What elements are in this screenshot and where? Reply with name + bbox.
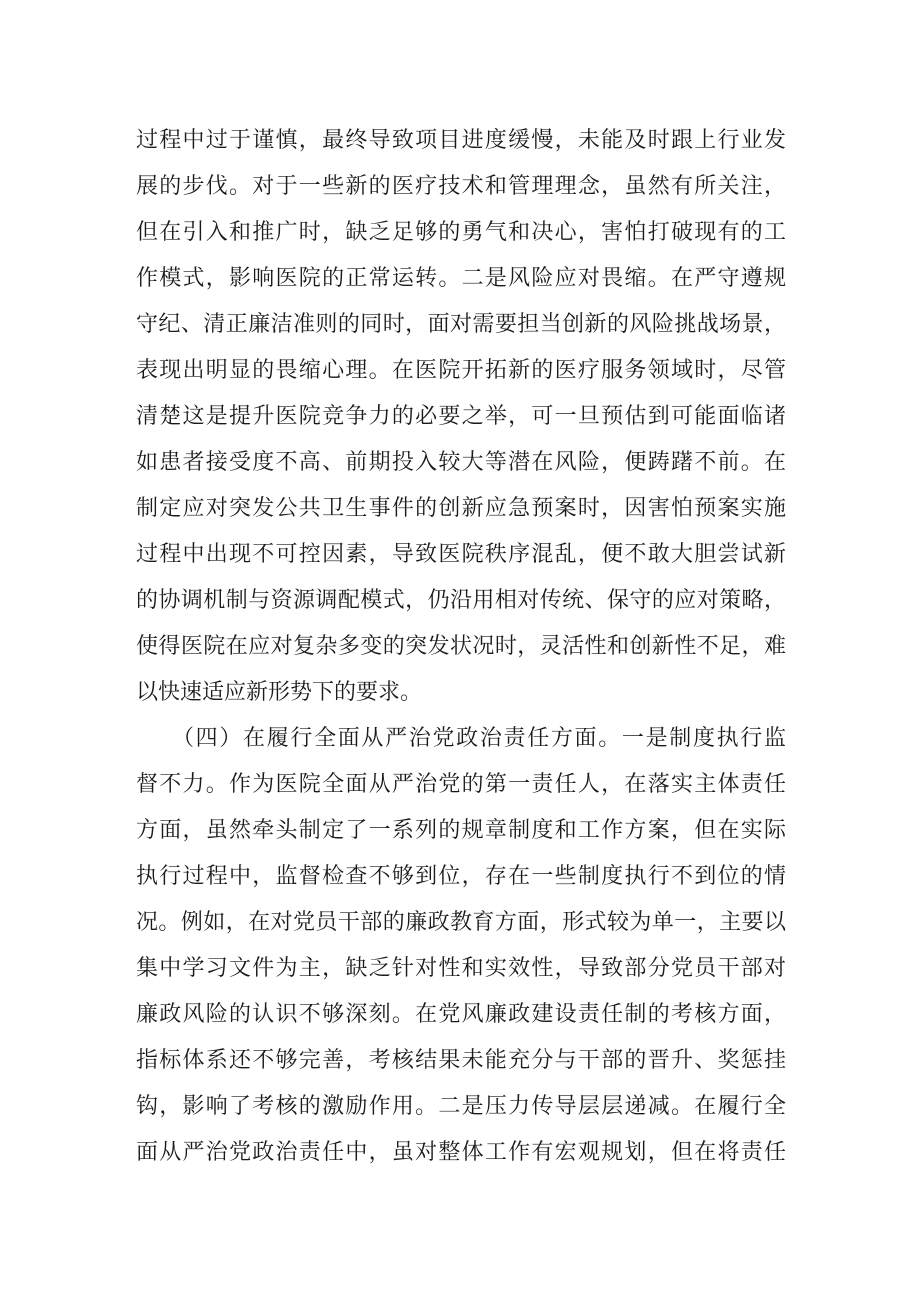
text-line: 作模式，影响医院的正常运转。二是风险应对畏缩。在严守遵规 bbox=[136, 266, 786, 291]
body-text bbox=[136, 118, 786, 1176]
text-line: 集中学习文件为主，缺乏针对性和实效性，导致部分党员干部对 bbox=[136, 956, 786, 981]
text-line: 过程中出现不可控因素，导致医院秩序混乱，便不敢大胆尝试新 bbox=[136, 542, 786, 567]
text-line: 过程中过于谨慎，最终导致项目进度缓慢，未能及时跟上行业发 bbox=[136, 128, 786, 153]
paragraph-end-line: 以快速适应新形势下的要求。 bbox=[136, 680, 423, 705]
text-line: 守纪、清正廉洁准则的同时，面对需要担当创新的风险挑战场景， bbox=[136, 312, 786, 337]
text-line: 廉政风险的认识不够深刻。在党风廉政建设责任制的考核方面， bbox=[136, 1002, 786, 1027]
text-line: 方面，虽然牵头制定了一系列的规章制度和工作方案，但在实际 bbox=[136, 818, 786, 843]
text-line: 使得医院在应对复杂多变的突发状况时，灵活性和创新性不足，难 bbox=[136, 634, 786, 659]
text-line: 但在引入和推广时，缺乏足够的勇气和决心，害怕打破现有的工 bbox=[136, 220, 786, 245]
text-line: 的协调机制与资源调配模式，仍沿用相对传统、保守的应对策略， bbox=[136, 588, 786, 613]
text-line: 制定应对突发公共卫生事件的创新应急预案时，因害怕预案实施 bbox=[136, 496, 786, 521]
text-line: 督不力。作为医院全面从严治党的第一责任人，在落实主体责任 bbox=[136, 772, 786, 797]
text-line: 展的步伐。对于一些新的医疗技术和管理理念，虽然有所关注， bbox=[136, 174, 786, 199]
text-line: 钩，影响了考核的激励作用。二是压力传导层层递减。在履行全 bbox=[136, 1094, 786, 1119]
text-line: 况。例如，在对党员干部的廉政教育方面，形式较为单一，主要以 bbox=[136, 910, 786, 935]
text-line: 如患者接受度不高、前期投入较大等潜在风险，便踌躇不前。在 bbox=[136, 450, 786, 475]
text-line: 清楚这是提升医院竞争力的必要之举，可一旦预估到可能面临诸 bbox=[136, 404, 786, 429]
text-line: 指标体系还不够完善，考核结果未能充分与干部的晋升、奖惩挂 bbox=[136, 1048, 786, 1073]
text-line: 执行过程中，监督检查不够到位，存在一些制度执行不到位的情 bbox=[136, 864, 786, 889]
text-line: 表现出明显的畏缩心理。在医院开拓新的医疗服务领域时，尽管 bbox=[136, 358, 786, 383]
section-heading-line: （四）在履行全面从严治党政治责任方面。一是制度执行监 bbox=[172, 726, 786, 751]
text-line: 面从严治党政治责任中，虽对整体工作有宏观规划，但在将责任 bbox=[136, 1140, 786, 1165]
